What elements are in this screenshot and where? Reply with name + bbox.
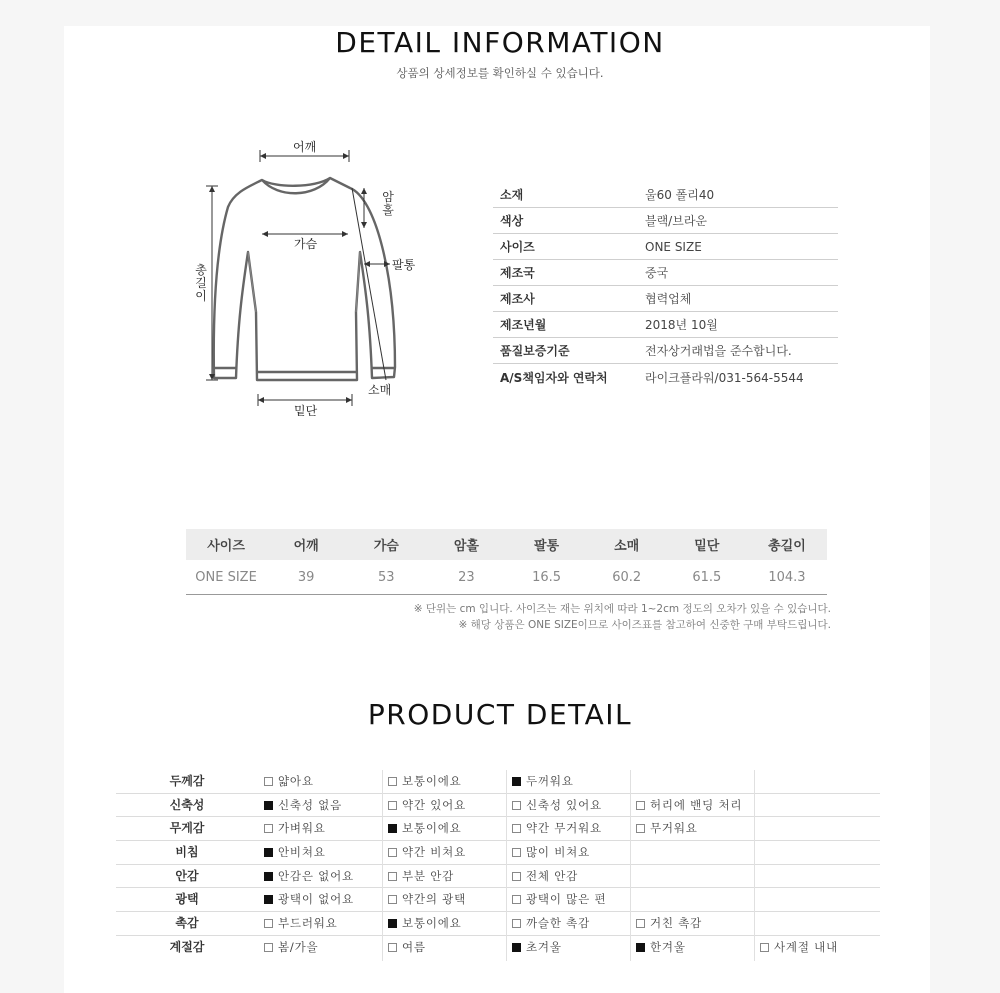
detail-row-label: 두께감 [169,774,205,788]
detail-option-label: 약간의 광택 [402,892,466,907]
detail-option-cell [754,888,878,911]
detail-row-label: 안감 [175,868,199,883]
size-value-cell: ONE SIZE [195,569,257,585]
detail-option-cell[interactable] [382,817,506,840]
detail-option-cell[interactable] [382,912,506,935]
info-row [493,364,838,390]
detail-option-label: 두꺼워요 [526,774,574,788]
info-row [493,338,838,364]
detail-option-cell[interactable] [630,817,754,840]
detail-option-cell[interactable] [506,865,630,888]
size-note: ※ 해당 상품은 ONE SIZE이므로 사이즈표를 참고하여 신중한 구매 부탁드립니다. [458,619,831,631]
diagram-label-shoulder: 어깨 [293,140,317,154]
info-key: A/S책임자와 연락처 [500,370,608,385]
checked-checkbox[interactable] [264,872,273,881]
size-value-cell: 39 [297,569,315,585]
diagram-label-armhole: 암홀 [382,190,394,217]
detail-option-label: 초겨울 [526,939,562,954]
size-notes [186,601,831,633]
info-key: 사이즈 [500,240,535,254]
size-value-cell: 104.3 [768,569,806,585]
info-value: 라이크플라워/031-564-5544 [645,370,804,385]
unchecked-checkbox[interactable] [388,777,397,786]
detail-option-label: 전체 안감 [526,868,579,883]
size-value-cell: 16.5 [532,569,562,585]
detail-option-label: 보통이에요 [402,821,462,836]
detail-option-label: 광택이 없어요 [278,892,354,907]
unchecked-checkbox[interactable] [388,801,397,810]
size-header-cell: 가슴 [373,539,399,554]
detail-option-cell[interactable] [506,912,630,935]
detail-row-label: 계절감 [169,939,205,954]
product-info-table [493,182,838,390]
detail-option-label: 가벼워요 [278,821,326,836]
checked-checkbox[interactable] [636,943,645,952]
unchecked-checkbox[interactable] [264,943,273,952]
unchecked-checkbox[interactable] [512,801,521,810]
detail-option-cell[interactable] [630,912,754,935]
unchecked-checkbox[interactable] [264,824,273,833]
detail-option-cell [754,770,878,793]
size-header-cell: 암홀 [453,539,479,554]
checked-checkbox[interactable] [388,824,397,833]
detail-option-cell [754,841,878,864]
detail-row-label: 비침 [175,845,199,860]
detail-option-cell[interactable] [382,770,506,793]
detail-option-cell[interactable] [506,841,630,864]
detail-option-cell [630,865,754,888]
unchecked-checkbox[interactable] [636,919,645,928]
unchecked-checkbox[interactable] [512,848,521,857]
detail-row [116,841,880,865]
detail-option-label: 봄/가을 [278,939,319,954]
info-key: 색상 [500,214,524,228]
unchecked-checkbox[interactable] [512,872,521,881]
checked-checkbox[interactable] [264,801,273,810]
info-row [493,208,838,234]
detail-option-label: 약간 있어요 [402,797,466,812]
detail-option-label: 무거워요 [650,821,698,836]
diagram-label-total-length: 총길이 [195,263,207,303]
page-title: DETAIL INFORMATION [335,26,665,59]
info-key: 제조년월 [500,318,547,332]
detail-option-cell[interactable] [258,865,382,888]
unchecked-checkbox[interactable] [512,895,521,904]
detail-option-label: 여름 [402,939,426,954]
detail-row [116,912,880,936]
unchecked-checkbox[interactable] [388,848,397,857]
detail-option-cell[interactable] [382,888,506,911]
size-header-cell: 총길이 [768,539,806,554]
detail-row [116,865,880,889]
detail-row [116,794,880,818]
detail-option-cell[interactable] [382,865,506,888]
size-header-cell: 밑단 [694,539,720,554]
info-value: 협력업체 [645,292,692,306]
detail-row-label: 촉감 [175,916,199,931]
detail-option-label: 광택이 많은 편 [526,892,607,907]
detail-option-cell[interactable] [258,936,382,960]
size-header-cell: 사이즈 [207,539,245,554]
detail-option-label: 신축성 있어요 [526,797,602,812]
info-row [493,182,838,208]
size-value-cell: 60.2 [612,569,642,585]
detail-option-cell [630,888,754,911]
detail-option-label: 보통이에요 [402,916,462,931]
checked-checkbox[interactable] [264,895,273,904]
detail-option-cell [754,912,878,935]
info-value: 블랙/브라운 [645,214,708,228]
detail-option-cell [754,865,878,888]
diagram-label-chest: 가슴 [294,237,318,251]
unchecked-checkbox[interactable] [760,943,769,952]
checked-checkbox[interactable] [264,848,273,857]
size-table-row [186,560,827,595]
detail-option-cell[interactable] [258,912,382,935]
info-value: 울60 폴리40 [645,188,715,202]
detail-option-cell[interactable] [630,936,754,960]
detail-option-cell [630,770,754,793]
detail-option-label: 허리에 밴딩 처리 [650,797,743,812]
detail-option-cell[interactable] [258,841,382,864]
info-key: 제조국 [500,266,535,280]
detail-row [116,936,880,960]
size-header-cell: 팔통 [534,539,560,554]
info-value: 2018년 10월 [645,318,718,332]
detail-row [116,817,880,841]
detail-option-cell[interactable] [382,936,506,960]
info-key: 품질보증기준 [500,344,570,358]
detail-row-label: 신축성 [169,797,205,812]
detail-option-cell[interactable] [506,936,630,960]
detail-option-label: 거친 촉감 [650,916,703,931]
info-row [493,312,838,338]
detail-option-label: 약간 비쳐요 [402,845,466,860]
detail-row [116,888,880,912]
detail-option-label: 약간 무거워요 [526,821,602,836]
detail-row-label: 무게감 [169,821,205,836]
detail-option-label: 얇아요 [278,774,314,788]
diagram-label-hem: 밑단 [294,404,318,418]
detail-option-cell [754,817,878,840]
unchecked-checkbox[interactable] [264,777,273,786]
detail-option-cell [630,841,754,864]
detail-option-label: 부분 안감 [402,868,455,883]
shirt-illustration [190,132,430,422]
detail-option-cell[interactable] [506,794,630,817]
page-subtitle: 상품의 상세정보를 확인하실 수 있습니다. [396,66,604,80]
checked-checkbox[interactable] [512,777,521,786]
product-detail-table [116,770,880,960]
size-note: ※ 단위는 cm 입니다. 사이즈는 재는 위치에 따라 1~2cm 정도의 오차가 있을 수 있습니다. [413,603,831,615]
detail-option-label: 사계절 내내 [774,939,838,954]
size-header-cell: 소매 [614,539,640,554]
size-value-cell: 53 [378,569,395,585]
detail-option-cell[interactable] [506,770,630,793]
detail-option-cell[interactable] [506,888,630,911]
detail-row [116,770,880,794]
info-row [493,234,838,260]
detail-option-cell [754,794,878,817]
detail-option-cell[interactable] [258,770,382,793]
info-value: 전자상거래법을 준수합니다. [645,344,792,358]
info-key: 소재 [500,188,524,202]
detail-option-label: 한겨울 [650,939,686,954]
info-row [493,286,838,312]
detail-option-label: 많이 비쳐요 [526,845,590,860]
unchecked-checkbox[interactable] [512,919,521,928]
detail-option-label: 안감은 없어요 [278,868,354,883]
info-row [493,260,838,286]
size-value-cell: 23 [458,569,475,585]
checked-checkbox[interactable] [512,943,521,952]
size-value-cell: 61.5 [692,569,722,585]
detail-option-label: 신축성 없음 [278,797,342,812]
checked-checkbox[interactable] [388,919,397,928]
detail-option-label: 까슬한 촉감 [526,916,590,931]
detail-option-label: 안비쳐요 [278,845,326,860]
info-value: ONE SIZE [645,239,702,254]
size-table-header [186,529,827,560]
unchecked-checkbox[interactable] [264,919,273,928]
unchecked-checkbox[interactable] [636,824,645,833]
unchecked-checkbox[interactable] [388,943,397,952]
detail-option-cell[interactable] [382,794,506,817]
info-key: 제조사 [500,292,535,306]
size-table [186,529,827,595]
detail-row-label: 광택 [175,892,199,907]
size-diagram [190,132,430,422]
info-value: 중국 [645,266,669,280]
product-detail-title: PRODUCT DETAIL [367,698,633,731]
detail-option-cell[interactable] [754,936,878,960]
size-header-cell: 어깨 [293,539,319,554]
detail-option-cell[interactable] [258,794,382,817]
detail-option-cell[interactable] [258,888,382,911]
diagram-label-sleeve: 소매 [368,383,392,397]
unchecked-checkbox[interactable] [636,801,645,810]
detail-option-label: 부드러워요 [278,916,338,931]
diagram-label-sleeve-width: 팔통 [392,258,416,272]
unchecked-checkbox[interactable] [388,872,397,881]
detail-option-cell[interactable] [258,817,382,840]
detail-option-label: 보통이에요 [402,774,462,788]
detail-option-cell[interactable] [506,817,630,840]
unchecked-checkbox[interactable] [388,895,397,904]
detail-option-cell[interactable] [630,794,754,817]
unchecked-checkbox[interactable] [512,824,521,833]
detail-option-cell[interactable] [382,841,506,864]
